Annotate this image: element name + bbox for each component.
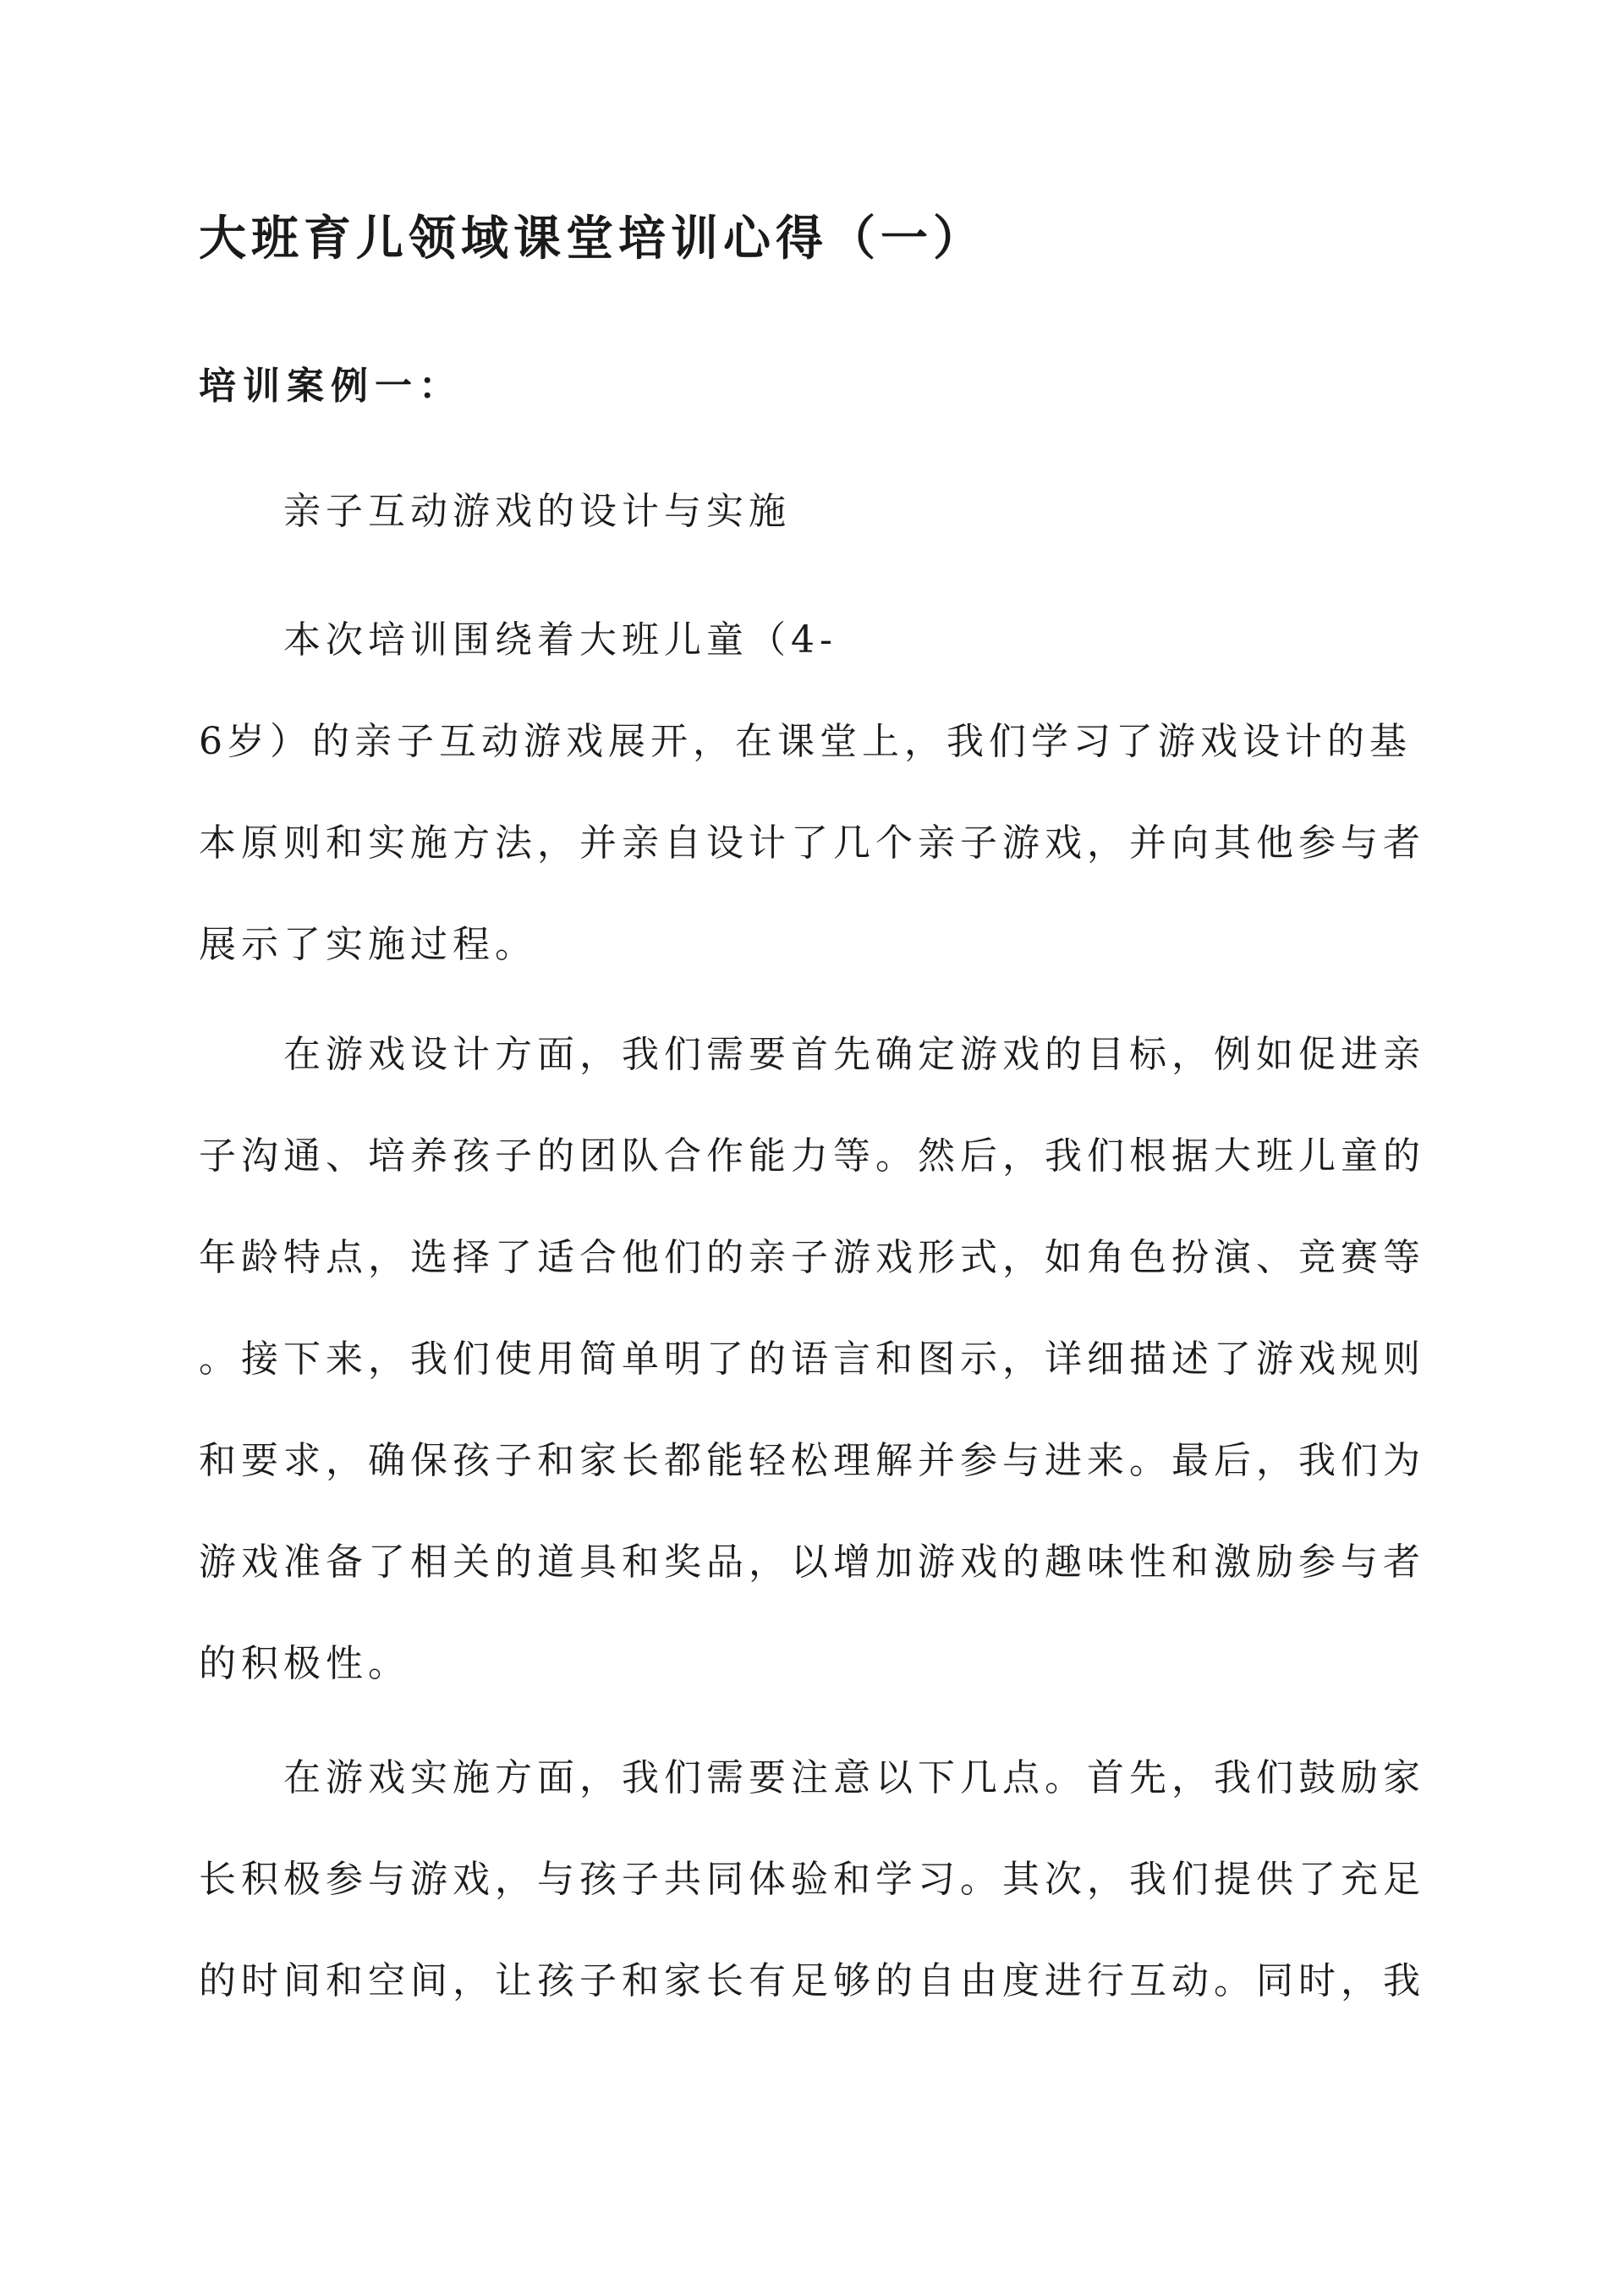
paragraph-1 bbox=[199, 615, 1434, 1021]
paragraph-line: 游戏准备了相关的道具和奖品，以增加游戏的趣味性和激励参与者 bbox=[199, 1541, 1425, 1584]
paragraph-line: 子沟通、培养孩子的团队合作能力等。然后，我们根据大班儿童的 bbox=[199, 1134, 1425, 1178]
case-topic-block bbox=[199, 486, 1434, 588]
paragraph-3 bbox=[199, 1753, 1434, 2057]
paragraph-line: 在游戏设计方面，我们需要首先确定游戏的目标，例如促进亲 bbox=[283, 1033, 1425, 1076]
paragraph-line: 在游戏实施方面，我们需要注意以下几点。首先，我们鼓励家 bbox=[283, 1756, 1425, 1799]
paragraph-line: 年龄特点，选择了适合他们的亲子游戏形式，如角色扮演、竞赛等 bbox=[199, 1236, 1425, 1279]
paragraph-line: 展示了实施过程。 bbox=[199, 923, 537, 966]
paragraph-line: 长积极参与游戏，与孩子共同体验和学习。其次，我们提供了充足 bbox=[199, 1858, 1425, 1901]
paragraph-line: 本原则和实施方法，并亲自设计了几个亲子游戏，并向其他参与者 bbox=[199, 821, 1425, 865]
paragraph-2 bbox=[199, 1030, 1434, 1740]
document-title: 大班育儿领域课堂培训心得（一） bbox=[199, 211, 985, 266]
paragraph-line: 的时间和空间，让孩子和家长有足够的自由度进行互动。同时，我 bbox=[199, 1959, 1425, 2002]
paragraph-line: 本次培训围绕着大班儿童（4- bbox=[283, 618, 837, 662]
case-heading: 培训案例一： bbox=[199, 365, 463, 408]
paragraph-line: 的积极性。 bbox=[199, 1642, 410, 1685]
case-topic: 亲子互动游戏的设计与实施 bbox=[283, 490, 791, 533]
paragraph-line: 6岁）的亲子互动游戏展开，在课堂上，我们学习了游戏设计的基 bbox=[199, 720, 1412, 763]
paragraph-line: 和要求，确保孩子和家长都能轻松理解并参与进来。最后，我们为 bbox=[199, 1439, 1425, 1482]
paragraph-line: 。接下来，我们使用简单明了的语言和图示，详细描述了游戏规则 bbox=[199, 1338, 1425, 1381]
